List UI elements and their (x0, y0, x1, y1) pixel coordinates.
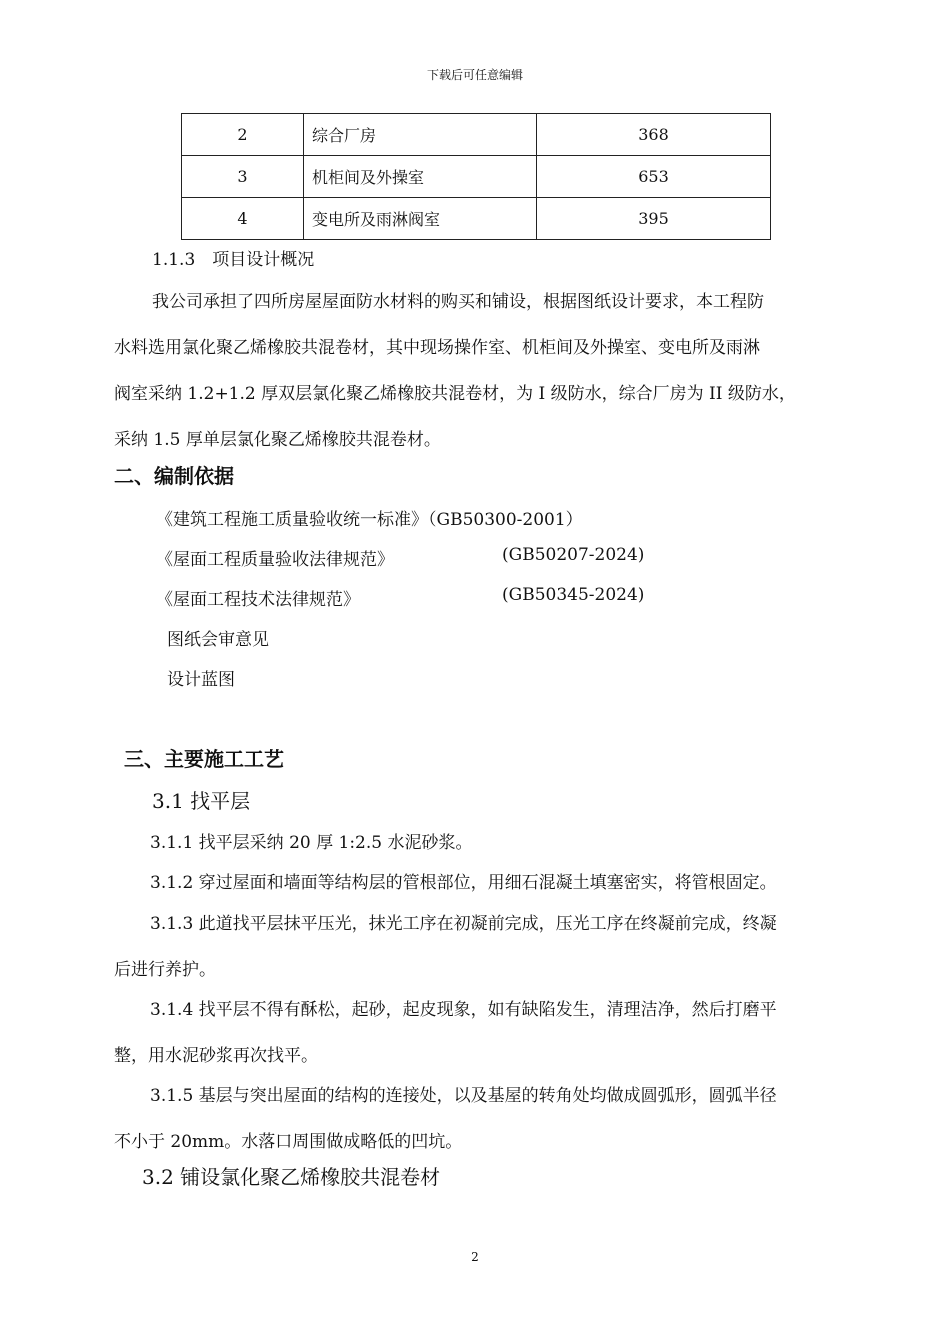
item-3-1-3: 3.1.3 此道找平层抹平压光，抹光工序在初凝前完成，压光工序在终凝前完成，终凝 (150, 914, 777, 934)
paragraph-line: 采纳 1.5 厚单层氯化聚乙烯橡胶共混卷材。 (114, 430, 441, 450)
subsection-title-3-2: 3.2 铺设氯化聚乙烯橡胶共混卷材 (142, 1165, 441, 1189)
reference-item: 《建筑工程施工质量验收统一标准》（GB50300-2001） (156, 510, 583, 530)
building-area-table (181, 113, 771, 240)
reference-code: (GB50345-2024) (502, 585, 645, 605)
paragraph-line: 阀室采纳 1.2+1.2 厚双层氯化聚乙烯橡胶共混卷材，为 I 级防水，综合厂房为 II 级防水， (114, 384, 796, 404)
item-3-1-5-cont: 不小于 20mm。水落口周围做成略低的凹坑。 (114, 1132, 463, 1152)
item-3-1-3-cont: 后进行养护。 (114, 960, 216, 980)
row-number: 2 (182, 114, 304, 156)
row-number: 3 (182, 156, 304, 198)
reference-item: 图纸会审意见 (167, 630, 269, 650)
subsection-title-3-1: 3.1 找平层 (152, 789, 251, 813)
paragraph-line: 我公司承担了四所房屋屋面防水材料的购买和铺设，根据图纸设计要求，本工程防 (152, 292, 764, 312)
item-3-1-2: 3.1.2 穿过屋面和墙面等结构层的管根部位，用细石混凝土填塞密实，将管根固定。 (150, 873, 777, 893)
item-3-1-5: 3.1.5 基层与突出屋面的结构的连接处，以及基屋的转角处均做成圆弧形，圆弧半径 (150, 1086, 777, 1106)
row-number: 4 (182, 198, 304, 240)
reference-item: 《屋面工程技术法律规范》 (156, 590, 360, 610)
item-3-1-4: 3.1.4 找平层不得有酥松，起砂，起皮现象，如有缺陷发生，清理洁净，然后打磨平 (150, 1000, 777, 1020)
building-area: 653 (537, 156, 771, 198)
paragraph-line: 水料选用氯化聚乙烯橡胶共混卷材，其中现场操作室、机柜间及外操室、变电所及雨淋 (114, 338, 760, 358)
table-row (182, 156, 771, 198)
building-name: 综合厂房 (304, 114, 537, 156)
section-title-1-1-3: 1.1.3 项目设计概况 (152, 250, 315, 270)
building-name: 机柜间及外操室 (304, 156, 537, 198)
item-3-1-4-cont: 整，用水泥砂浆再次找平。 (114, 1046, 318, 1066)
reference-item: 《屋面工程质量验收法律规范》 (156, 550, 394, 570)
table-row (182, 198, 771, 240)
page-header: 下载后可任意编辑 (426, 68, 523, 82)
item-3-1-1: 3.1.1 找平层采纳 20 厚 1:2.5 水泥砂浆。 (150, 833, 473, 853)
reference-code: (GB50207-2024) (502, 545, 645, 565)
building-area: 395 (537, 198, 771, 240)
section-heading-3: 三、主要施工工艺 (124, 747, 284, 771)
section-heading-2: 二、编制依据 (114, 464, 234, 488)
page-number: 2 (471, 1250, 479, 1264)
table-row (182, 114, 771, 156)
building-area: 368 (537, 114, 771, 156)
building-name: 变电所及雨淋阀室 (304, 198, 537, 240)
reference-item: 设计蓝图 (167, 670, 235, 690)
